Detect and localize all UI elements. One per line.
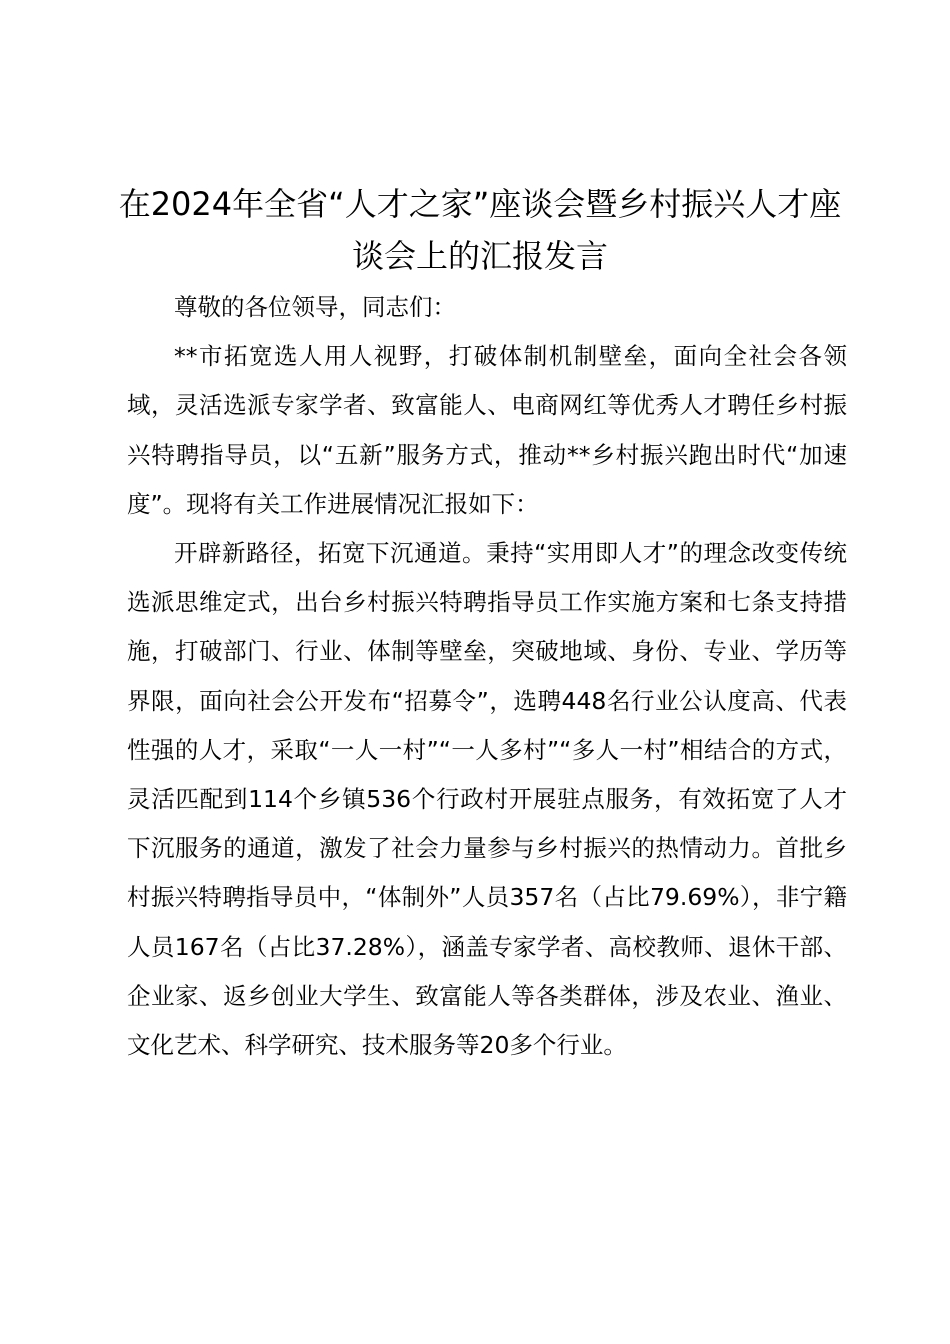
document-body <box>127 283 847 1070</box>
paragraph-new-path: 开辟新路径，拓宽下沉通道。秉持“实用即人才”的理念改变传统选派思维定式，出台乡村振兴特聘指导员工作实施方案和七条支持措施，打破部门、行业、体制等壁垒，突破地域、身份、专业、学历等界限，面向社会公开发布“招募令”，选聘448名行业公认度高、代表性强的人才，采取“一人一村”“一人多村”“多人一村”相结合的方式，灵活匹配到114个乡镇536个行政村开展驻点服务，有效拓宽了人才下沉服务的通道，激发了社会力量参与乡村振兴的热情动力。首批乡村振兴特聘指导员中，“体制外”人员357名（占比79.69%），非宁籍人员167名（占比37.28%），涵盖专家学者、高校教师、退休干部、企业家、返乡创业大学生、致富能人等各类群体，涉及农业、渔业、文化艺术、科学研究、技术服务等20多个行业。 <box>127 539 847 1060</box>
document-title: 在2024年全省“人才之家”座谈会暨乡村振兴人才座谈会上的汇报发言 <box>118 185 842 275</box>
paragraph-salutation: 尊敬的各位领导，同志们： <box>174 293 456 321</box>
paragraph-intro: **市拓宽选人用人视野，打破体制机制壁垒，面向全社会各领域，灵活选派专家学者、致富能人、电商网红等优秀人才聘任乡村振兴特聘指导员，以“五新”服务方式，推动**乡村振兴跑出时代“加速度”。现将有关工作进展情况汇报如下： <box>127 342 847 518</box>
